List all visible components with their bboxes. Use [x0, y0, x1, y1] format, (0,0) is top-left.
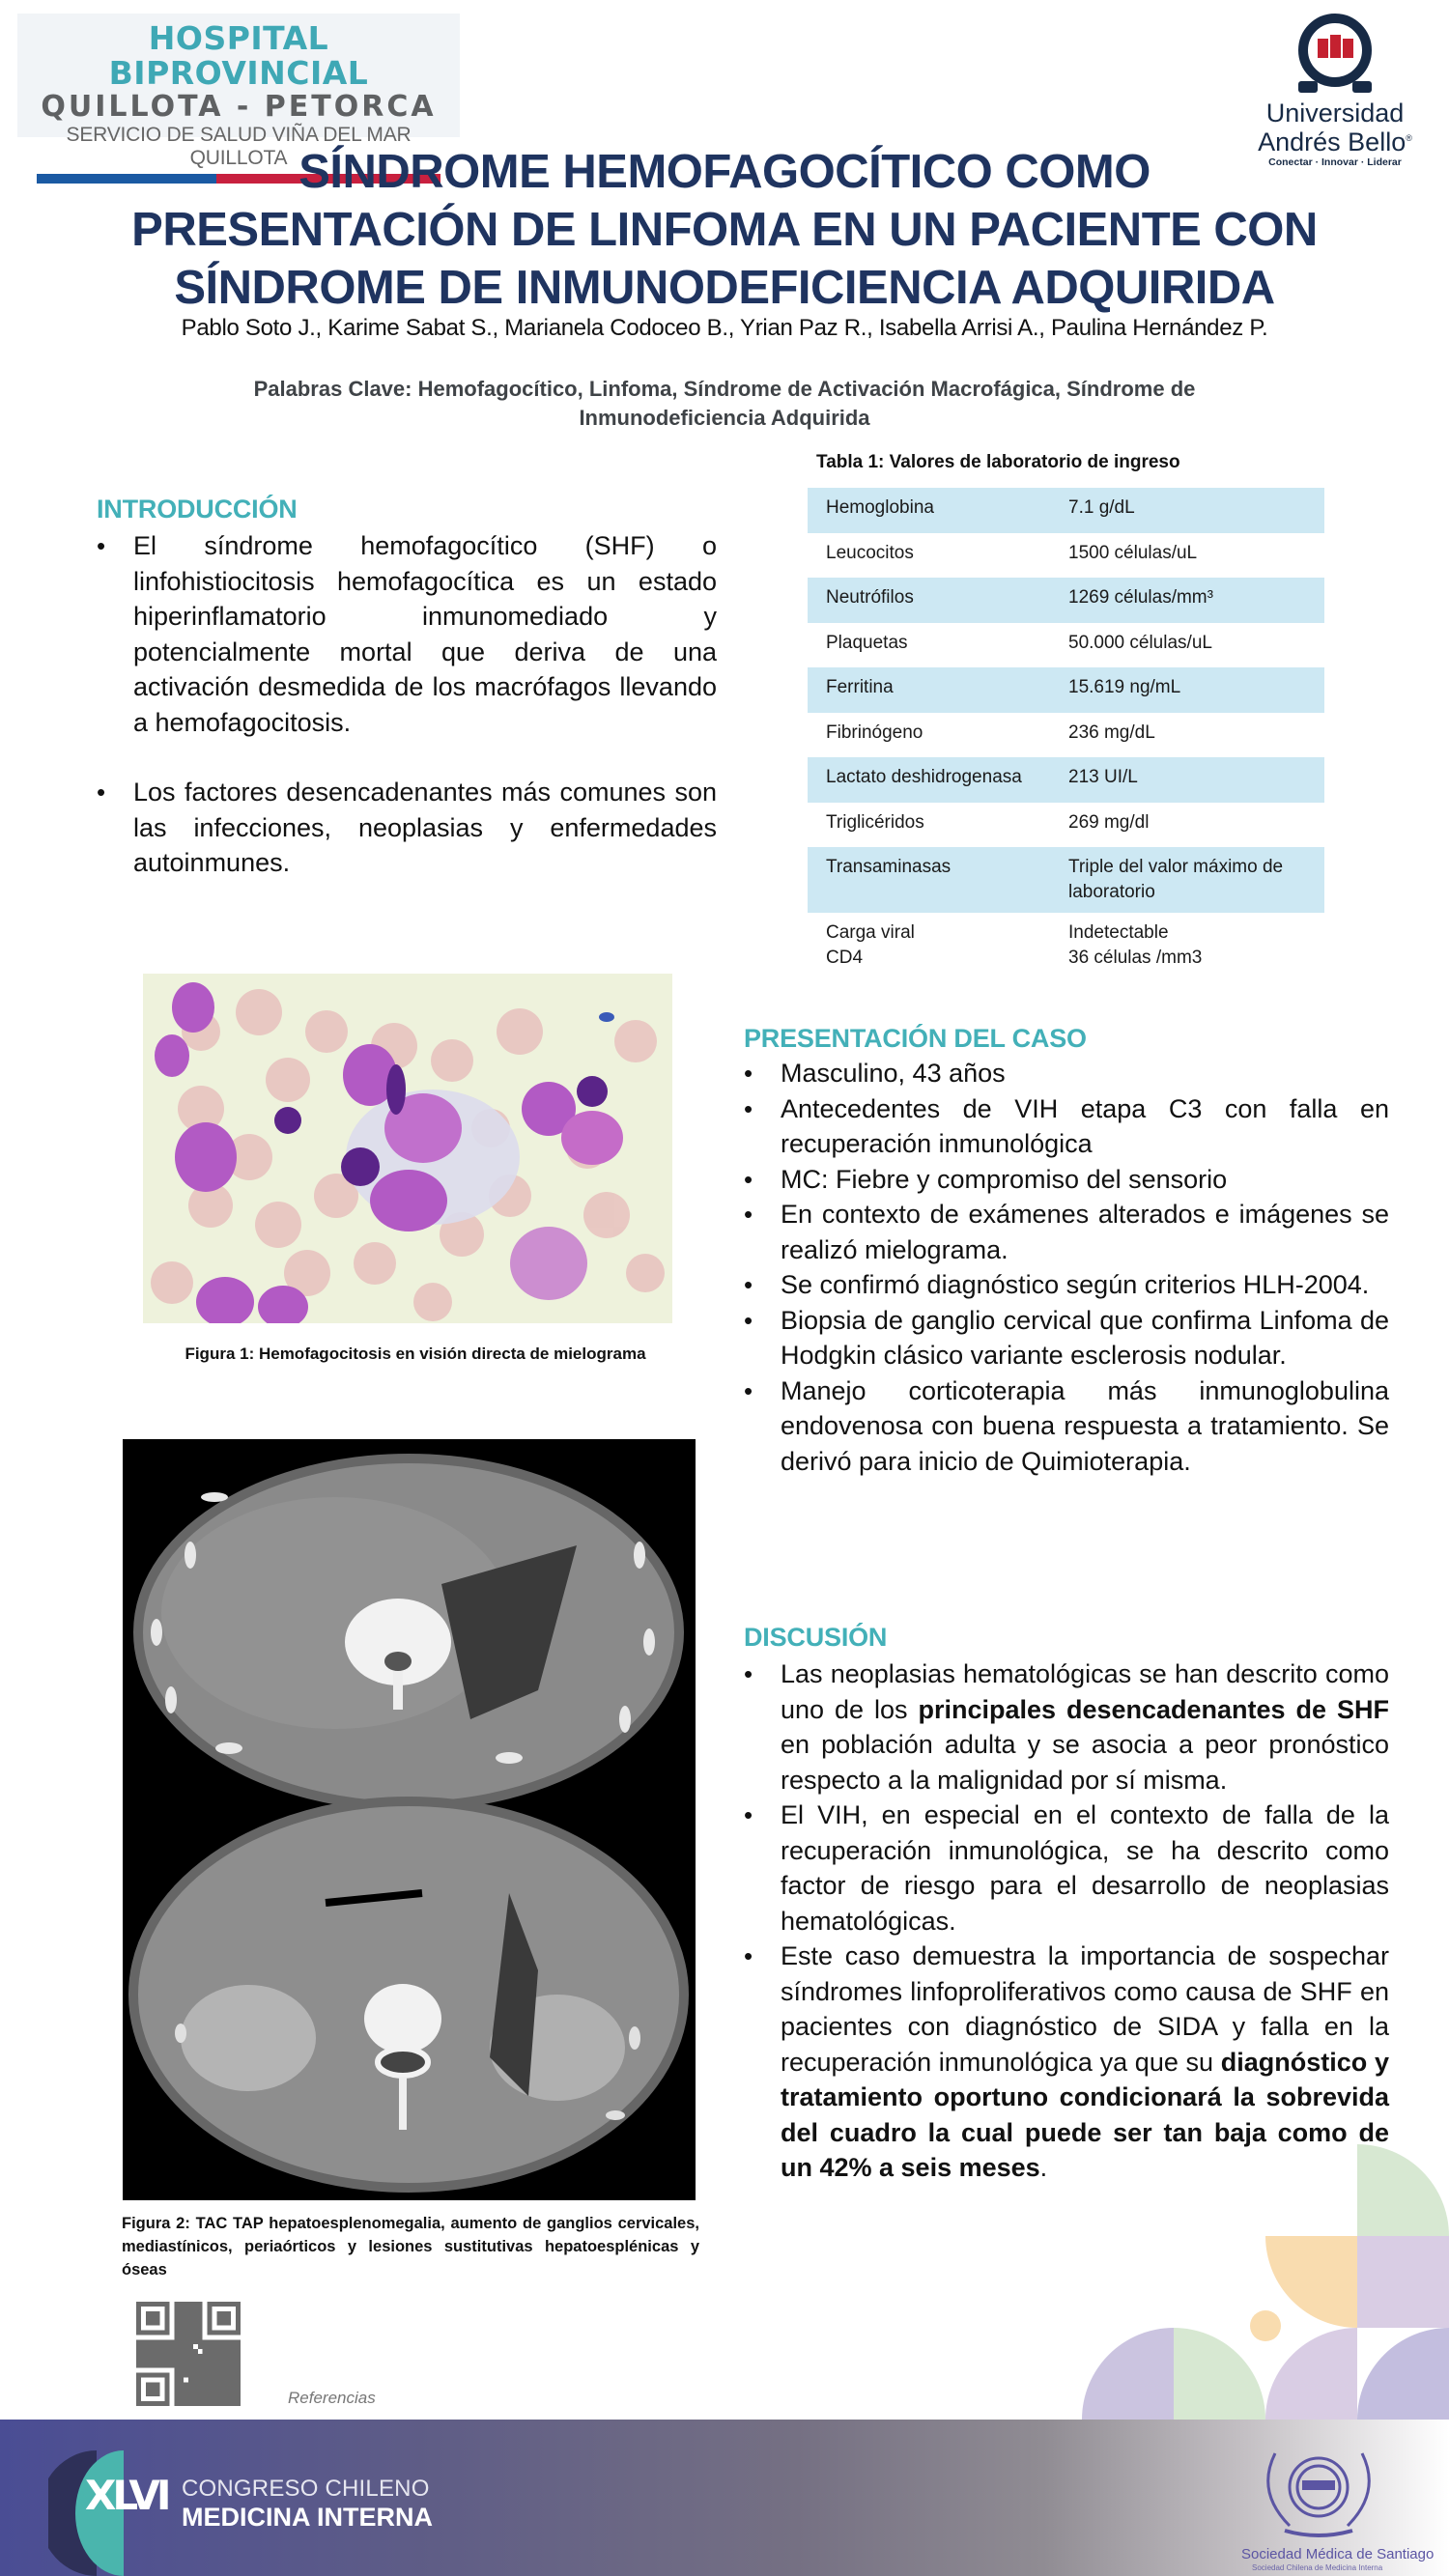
society-subtitle: Sociedad Chilena de Medicina Interna: [1252, 2563, 1383, 2572]
ct-scan-illustration: [123, 1439, 696, 2200]
hospital-logo-line3: SERVICIO DE SALUD VIÑA DEL MAR QUILLOTA: [66, 124, 412, 169]
decorative-shapes: [1014, 2125, 1449, 2420]
congress-title-line2: MEDICINA INTERNA: [182, 2503, 433, 2532]
poster-title: [87, 143, 1362, 317]
society-seal-icon: [1246, 2434, 1391, 2540]
references-link[interactable]: Referencias: [288, 2389, 376, 2407]
table-row: [808, 847, 1324, 913]
lab-value-cell: 7.1 g/dL: [1068, 488, 1324, 533]
lab-name-cell: Leucocitos: [826, 542, 914, 563]
discussion-section: [744, 1623, 1389, 2186]
list-item: • El VIH, en especial en el contexto de falla de la recuperación inmunológica, se ha descrito como factor de riesgo para el desarrollo de neoplasias hematológicas.: [744, 1798, 1389, 1939]
table-row: [808, 667, 1324, 713]
hospital-logo: [17, 14, 460, 169]
table-row: [808, 623, 1324, 668]
discussion-bullets: [744, 1656, 1389, 2186]
university-name-line2: Andrés Bello®: [1258, 127, 1412, 156]
qr-code-graphic: [135, 2302, 242, 2406]
lab-name-cell: Fibrinógeno: [826, 722, 923, 743]
congress-number: XLVI: [85, 2472, 168, 2519]
table-row: [808, 578, 1324, 623]
list-item: • Las neoplasias hematológicas se han descrito como uno de los principales desencadenantes de SHF en población adulta y se asocia a peor pronóstico respecto a la malignidad por sí misma.: [744, 1656, 1389, 1798]
case-section: [744, 1024, 1389, 1479]
table-caption: Tabla 1: Valores de laboratorio de ingreso: [816, 452, 1180, 472]
congress-title-line1: CONGRESO CHILENO: [182, 2476, 430, 2502]
case-heading: PRESENTACIÓN DEL CASO: [744, 1024, 1087, 1053]
table-row: [808, 913, 1324, 978]
figure1-caption: Figura 1: Hemofagocitosis en visión directa de mielograma: [185, 1345, 646, 1363]
university-name-line1: Universidad: [1265, 99, 1405, 127]
list-item: • Masculino, 43 años: [744, 1056, 1389, 1091]
hospital-logo-line2: QUILLOTA - PETORCA: [41, 90, 437, 124]
table-row: [808, 488, 1324, 533]
list-item: • Este caso demuestra la importancia de sospechar síndromes linfoproliferativos como causa de SHF en pacientes con diagnóstico de SIDA y falla en la recuperación inmunológica ya que su diagnóstico y tratamiento oportuno condicionará la sobrevida del cuadro la cual puede ser tan baja como de un 42% a seis meses.: [744, 1939, 1389, 2186]
qr-code-icon[interactable]: [135, 2302, 242, 2406]
hospital-logo-line1: HOSPITAL BIPROVINCIAL: [108, 19, 369, 92]
lab-value-cell: Triple del valor máximo de laboratorio: [1068, 847, 1324, 913]
title-line: PRESENTACIÓN DE LINFOMA EN UN PACIENTE CON: [131, 204, 1318, 256]
list-item: • En contexto de exámenes alterados e imágenes se realizó mielograma.: [744, 1197, 1389, 1267]
university-tagline: Conectar · Innovar · Liderar: [1268, 156, 1402, 168]
authors: Pablo Soto J., Karime Sabat S., Marianela Codoceo B., Yrian Paz R., Isabella Arrisi A., Paulina Hernández P.: [181, 315, 1268, 341]
lab-name-cell: Triglicéridos: [826, 811, 924, 833]
introduction-section: [97, 495, 717, 916]
list-item: • MC: Fiebre y compromiso del sensorio: [744, 1162, 1389, 1198]
lab-value-cell: 1269 células/mm³: [1068, 578, 1324, 623]
lab-name-cell: Lactato deshidrogenasa: [808, 757, 1068, 803]
lab-value-cell: 213 UI/L: [1068, 757, 1324, 803]
society-name: Sociedad Médica de Santiago: [1241, 2546, 1435, 2562]
lab-name-cell: Hemoglobina: [808, 488, 1068, 533]
lab-table: [808, 488, 1324, 978]
lab-name-cell: Carga viral CD4: [826, 922, 915, 968]
lab-name-cell: Neutrófilos: [808, 578, 1068, 623]
lab-name-cell: Plaquetas: [826, 632, 908, 653]
table-row: [808, 757, 1324, 803]
figure2-ct-image: [123, 1439, 696, 2200]
lab-value-cell: 15.619 ng/mL: [1068, 667, 1324, 713]
table-row: [808, 803, 1324, 848]
footer-banner: [0, 2420, 1449, 2576]
list-item: • Los factores desencadenantes más comunes son las infecciones, neoplasias y enfermedades autoinmunes.: [97, 775, 717, 881]
list-item: • Antecedentes de VIH etapa C3 con falla en recuperación inmunológica: [744, 1091, 1389, 1162]
list-item: • Se confirmó diagnóstico según criterios HLH-2004.: [744, 1267, 1389, 1303]
lab-value-cell: 50.000 células/uL: [1068, 632, 1212, 653]
discussion-heading: DISCUSIÓN: [744, 1623, 888, 1652]
introduction-heading: INTRODUCCIÓN: [97, 495, 298, 524]
introduction-bullets: [97, 528, 717, 881]
table-row: [808, 713, 1324, 758]
figure2-caption: Figura 2: TAC TAP hepatoesplenomegalia, aumento de ganglios cervicales, mediastínicos, periaórticos y lesiones sustitutivas hepatoesplénicas y óseas: [122, 2215, 699, 2279]
list-item: • El síndrome hemofagocítico (SHF) o linfohistiocitosis hemofagocítica es un estado hiperinflamatorio inmunomediado y potencialmente mortal que deriva de una activación desmedida de los macrófagos llevando a hemofagocitosis.: [97, 528, 717, 740]
lab-name-cell: Ferritina: [808, 667, 1068, 713]
keywords: Palabras Clave: Hemofagocítico, Linfoma, Síndrome de Activación Macrofágica, Síndrome de Inmunodeficiencia Adquirida: [253, 377, 1196, 430]
lab-value-cell: 269 mg/dl: [1068, 811, 1150, 833]
list-item: • Biopsia de ganglio cervical que confirma Linfoma de Hodgkin clásico variante esclerosis nodular.: [744, 1303, 1389, 1373]
smear-illustration: [143, 974, 672, 1323]
lab-name-cell: Transaminasas: [808, 847, 1068, 913]
lab-value-cell: 236 mg/dL: [1068, 722, 1155, 743]
title-line: SÍNDROME DE INMUNODEFICIENCIA ADQUIRIDA: [174, 262, 1275, 314]
list-item: • Manejo corticoterapia más inmunoglobulina endovenosa con buena respuesta a tratamiento. Se derivó para inicio de Quimioterapia.: [744, 1373, 1389, 1480]
title-line: SÍNDROME HEMOFAGOCÍTICO COMO: [298, 146, 1151, 198]
lab-value-cell: Indetectable 36 células /mm3: [1068, 922, 1203, 968]
figure1-smear-image: [143, 974, 672, 1323]
table-row: [808, 533, 1324, 579]
lab-value-cell: 1500 células/uL: [1068, 542, 1198, 563]
university-emblem-icon: [1294, 12, 1376, 100]
case-bullets: [744, 1056, 1389, 1479]
